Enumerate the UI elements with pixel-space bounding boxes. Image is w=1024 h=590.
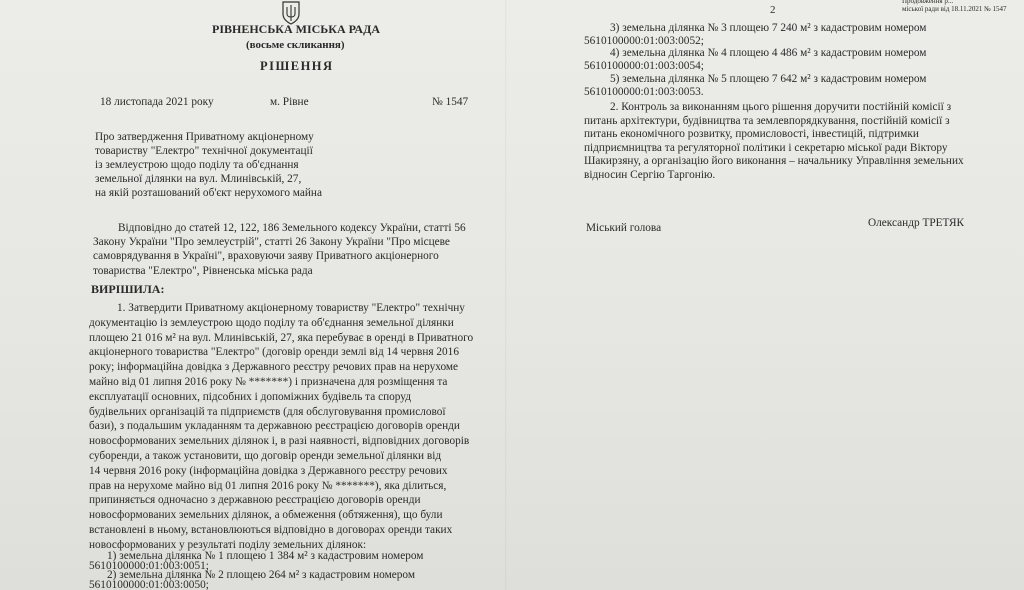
item-1-line: акціонерного товариства "Електро" (договір оренди землі від 14 червня 2016 — [89, 346, 459, 359]
plot-line: 1) земельна ділянка № 1 площею 1 384 м² з кадастровим номером — [107, 550, 424, 562]
plot-line: 4) земельна ділянка № 4 площею 4 486 м² з кадастровим номером — [610, 47, 927, 60]
preamble-line: самоврядування в Україні", враховуючи заяву Приватного акціонерного — [93, 250, 439, 263]
item-2-line: відносин Сергію Таргонію. — [584, 168, 716, 181]
subject-line: із землеустрою щодо поділу та об'єднання — [95, 159, 299, 171]
plots-right — [584, 22, 970, 98]
item-2-line: питань економічного розвитку, промисловості, інвестицій, підтримки — [584, 128, 919, 141]
subject-line: товариству "Електро" технічної документації — [95, 145, 313, 157]
item-1-line: бази), з подальшим укладанням та державною реєстрацією договорів оренди — [89, 420, 460, 433]
item-1-line: 14 червня 2016 року (інформаційна довідка з Державного реєстру речових — [89, 464, 448, 477]
item-1-line: майно від 01 липня 2016 року № *******) і призначена для розміщення та — [89, 375, 448, 388]
page-number: 2 — [770, 4, 776, 16]
item-1-line: 1. Затвердити Приватному акціонерному товариству "Електро" технічну — [117, 302, 465, 314]
subject-line: земельної ділянки на вул. Млинівській, 27, — [95, 173, 302, 185]
item-2-line: питань архітектури, будівництва та землевпорядкування, постійній комісії з — [584, 114, 950, 127]
plot-line: 2) земельна ділянка № 2 площею 264 м² з кадастровим номером — [107, 569, 415, 581]
plot-line: 5610100000:01:003:0052; — [584, 34, 704, 47]
plot-line: 5610100000:01:003:0051; — [89, 559, 209, 572]
item-1-line: площею 21 016 м² на вул. Млинівській, 27, яка перебуває в оренді в Приватного — [89, 331, 474, 344]
subject-line: Про затвердження Приватному акціонерному — [95, 131, 314, 143]
item-1-line: документацію із землеустрою щодо поділу та об'єднання земельної ділянки — [89, 316, 454, 329]
preamble-line: Закону України "Про землеустрій", статті 26 Закону України "Про місцеве — [93, 236, 450, 249]
item-1-line: року; інформаційна довідка з Державного реєстру речових прав на нерухоме — [89, 361, 459, 374]
item-1-line: новосформованих у результаті поділу земельних ділянок: — [89, 538, 367, 551]
council-name: РІВНЕНСЬКА МІСЬКА РАДА — [212, 22, 380, 36]
plot-line: 5610100000:01:003:0053. — [584, 85, 704, 98]
stamp-line: міської ради від 18.11.2021 № 1547 — [902, 5, 1007, 13]
preamble — [93, 221, 485, 278]
stamp-line: Продовження р... — [902, 0, 954, 5]
item-1-line: експлуатації основних, підсобних і допоміжних будівель та споруд — [89, 390, 411, 403]
subject-line: на якій розташований об'єкт нерухомого майна — [95, 187, 322, 199]
item-2-line: 2. Контроль за виконанням цього рішення доручити постійній комісії з — [610, 101, 952, 113]
decision-number: № 1547 — [432, 96, 469, 108]
document-type: РІШЕННЯ — [260, 59, 334, 73]
preamble-line: Відповідно до статей 12, 122, 186 Земельного кодексу України, статті 56 — [118, 222, 466, 234]
item-2-line: Шакирзяну, а організацію його виконання – начальнику Управління земельних — [584, 155, 964, 168]
plot-line: 5) земельна ділянка № 5 площею 7 642 м² з кадастровим номером — [610, 72, 927, 85]
item-1-line: суборенди, а також установити, що договір оренди земельної ділянки від — [89, 449, 442, 462]
convocation: (восьме скликання) — [246, 39, 345, 51]
item-1-line: будівельних організацій та підприємств (для обслуговування промислової — [89, 405, 446, 418]
signature-title: Міський голова — [586, 222, 662, 234]
item-1-line: новосформованих земельних ділянок і, в разі наявності, відповідних договорів — [89, 435, 470, 448]
preamble-line: товариства "Електро", Рівненська міська рада — [93, 264, 313, 277]
plots-left — [89, 552, 481, 590]
item-1-line: прав на нерухоме майно від 01 липня 2016 року № *******), яка ділиться, — [89, 479, 447, 492]
item-1-line: припиняється одночасно з державною реєстрацією договорів оренди — [89, 494, 421, 507]
item-2 — [584, 101, 970, 183]
item-1 — [89, 301, 481, 553]
item-1-line: встановлені в ньому, встановлюються відповідно в договорах оренди таких — [89, 523, 453, 536]
item-1-line: новосформованих земельних ділянок, а обмеження (обтяження), що були — [89, 509, 443, 522]
decision-city: м. Рівне — [270, 96, 309, 108]
plot-line: 3) земельна ділянка № 3 площею 7 240 м² з кадастровим номером — [610, 22, 927, 34]
plot-line: 5610100000:01:003:0050; — [89, 578, 209, 590]
signature-name: Олександр ТРЕТЯК — [868, 217, 965, 229]
page-fold — [505, 0, 507, 590]
continuation-stamp — [902, 0, 1007, 13]
decision-date: 18 листопада 2021 року — [100, 96, 214, 108]
plot-line: 5610100000:01:003:0054; — [584, 60, 704, 73]
decided-heading: ВИРІШИЛА: — [91, 282, 165, 296]
item-2-line: підприємництва та регуляторної політики і секретарю міської ради Віктору — [584, 141, 948, 154]
decision-subject — [95, 130, 485, 200]
